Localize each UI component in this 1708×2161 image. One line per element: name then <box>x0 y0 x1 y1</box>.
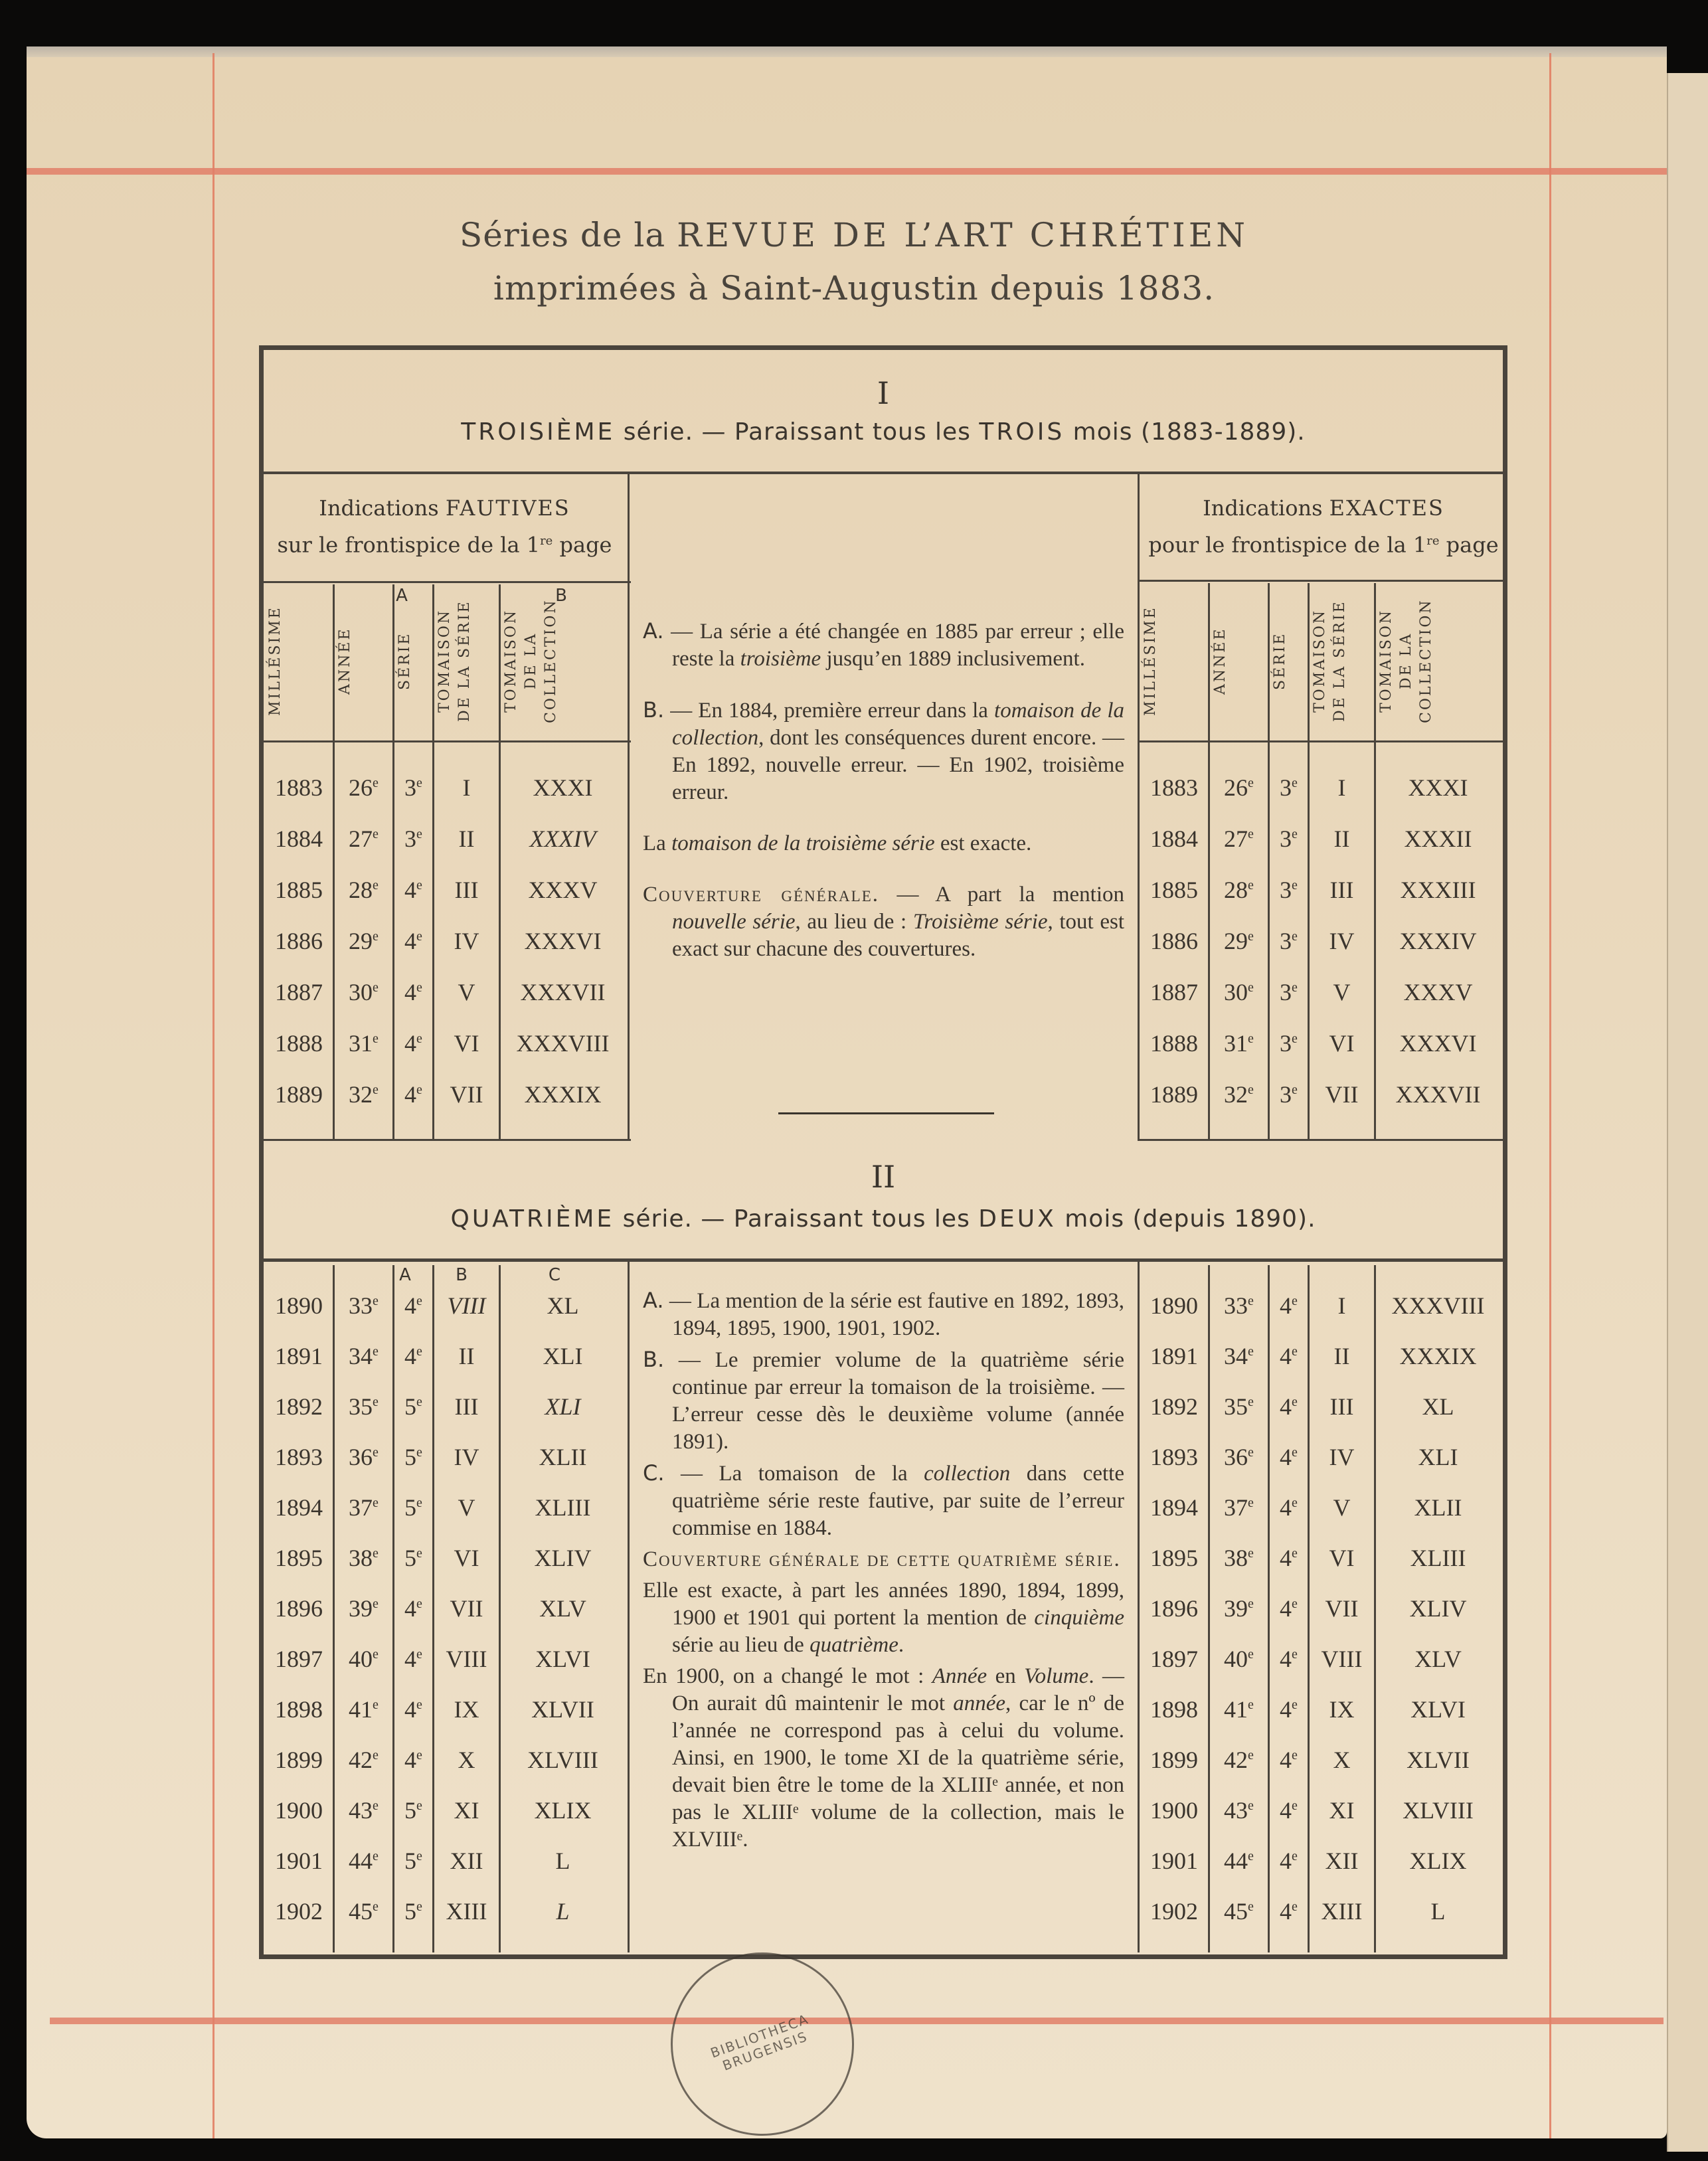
column-divider <box>1138 1262 1140 1952</box>
annee-cell: 29e <box>1224 928 1254 954</box>
year-cell: 1884 <box>275 825 323 852</box>
annee-cell: 35e <box>1224 1393 1254 1420</box>
annee-cell: 39e <box>349 1595 379 1622</box>
tomaison-collection-cell: XXXVIII <box>1391 1292 1485 1319</box>
tomaison-collection-cell: XLVI <box>535 1646 590 1672</box>
note-c: C. — La tomaison de la collection dans cette quatrième série reste fautive, par suite de l’erreur commise en 1884. <box>643 1460 1125 1540</box>
tomaison-collection-cell: XLVII <box>1407 1747 1470 1773</box>
serie-cell: 5e <box>404 1545 422 1571</box>
tomaison-collection-cell: XLIII <box>535 1494 591 1521</box>
adjacent-page-edge <box>1667 73 1708 2152</box>
year-cell: 1899 <box>275 1747 323 1773</box>
year-cell: 1897 <box>275 1646 323 1672</box>
annee-cell: 33e <box>1224 1292 1254 1319</box>
annee-cell: 30e <box>1224 979 1254 1005</box>
year-cell: 1884 <box>1150 825 1198 852</box>
serie-cell: 4e <box>404 1292 422 1319</box>
tomaison-collection-cell: XLV <box>1414 1646 1462 1672</box>
column-header: MILLÉSIME <box>267 606 284 716</box>
tomaison-serie-cell: III <box>1329 877 1354 903</box>
tomaison-serie-cell: VIII <box>447 1292 486 1319</box>
tomaison-serie-cell: VI <box>1329 1545 1355 1571</box>
annee-cell: 34e <box>349 1343 379 1369</box>
tomaison-collection-cell: XXXVI <box>524 928 602 954</box>
annee-cell: 28e <box>349 877 379 903</box>
serie-cell: 4e <box>404 1646 422 1672</box>
annee-cell: 37e <box>349 1494 379 1521</box>
serie-cell: 3e <box>1280 877 1298 903</box>
column-header: ANNÉE <box>337 627 353 695</box>
annee-cell: 33e <box>349 1292 379 1319</box>
annee-cell: 26e <box>349 774 379 801</box>
subtitle-text: série. — Paraissant tous les <box>623 418 971 446</box>
serie-cell: 3e <box>1280 774 1298 801</box>
column-divider <box>1208 583 1210 1139</box>
tomaison-collection-cell: XLI <box>545 1393 581 1420</box>
tomaison-collection-cell: XLI <box>543 1343 583 1369</box>
annee-cell: 28e <box>1224 877 1254 903</box>
serie-cell: 3e <box>1280 1030 1298 1057</box>
tomaison-collection-cell: L <box>556 1898 570 1925</box>
tomaison-serie-cell: VIII <box>1321 1646 1363 1672</box>
column-header: ANNÉE <box>1212 627 1229 695</box>
serie-cell: 4e <box>1280 1747 1298 1773</box>
year-cell: 1902 <box>1150 1898 1198 1925</box>
serie-cell: 3e <box>1280 928 1298 954</box>
serie-cell: 4e <box>404 1343 422 1369</box>
annee-cell: 34e <box>1224 1343 1254 1369</box>
fautives-header: Indications FAUTIVES sur le frontispice de la 1re page <box>277 495 612 558</box>
year-cell: 1883 <box>275 774 323 801</box>
tomaison-serie-cell: IV <box>454 1444 479 1470</box>
divider <box>262 1139 631 1141</box>
tomaison-serie-cell: IV <box>1329 1444 1355 1470</box>
tomaison-serie-cell: XI <box>1329 1797 1355 1824</box>
frequency: TROIS <box>979 418 1065 446</box>
column-divider <box>1268 1265 1270 1952</box>
divider <box>262 581 631 583</box>
annee-cell: 35e <box>349 1393 379 1420</box>
serie-cell: 5e <box>404 1393 422 1420</box>
year-cell: 1895 <box>1150 1545 1198 1571</box>
annee-cell: 32e <box>349 1081 379 1108</box>
serie-cell: 4e <box>1280 1343 1298 1369</box>
year-cell: 1886 <box>275 928 323 954</box>
serie-cell: 5e <box>404 1494 422 1521</box>
year-cell: 1893 <box>275 1444 323 1470</box>
column-divider <box>1374 583 1376 1139</box>
tomaison-collection-cell: XL <box>1422 1393 1454 1420</box>
separator-rule <box>778 1112 994 1114</box>
annee-cell: 27e <box>1224 825 1254 852</box>
tomaison-collection-cell: XLIII <box>1410 1545 1466 1571</box>
tomaison-collection-cell: XXXIII <box>1400 877 1476 903</box>
annee-cell: 27e <box>349 825 379 852</box>
annee-cell: 42e <box>349 1747 379 1773</box>
column-divider <box>432 1265 434 1952</box>
tomaison-collection-cell: XLVII <box>531 1696 594 1723</box>
serie-cell: 4e <box>1280 1696 1298 1723</box>
serie-cell: 3e <box>1280 825 1298 852</box>
tomaison-serie-cell: VIII <box>446 1646 487 1672</box>
serie-cell: 4e <box>1280 1595 1298 1622</box>
margin-rule-bottom <box>50 2018 1664 2024</box>
tomaison-collection-cell: XXXV <box>1403 979 1473 1005</box>
serie-cell: 4e <box>404 877 422 903</box>
year-cell: 1902 <box>275 1898 323 1925</box>
note-tomaison: La tomaison de la troisième série est exacte. <box>643 831 1032 855</box>
tomaison-collection-cell: XLVIII <box>527 1747 598 1773</box>
year-cell: 1883 <box>1150 774 1198 801</box>
stamp-text: BIBLIOTHECA BRUGENSIS <box>708 2010 811 2074</box>
title-prefix: Séries de la <box>460 216 666 254</box>
column-divider <box>392 584 394 1139</box>
year-cell: 1890 <box>1150 1292 1198 1319</box>
serie-cell: 5e <box>404 1848 422 1874</box>
subtitle-end: mois (depuis 1890). <box>1065 1205 1316 1233</box>
column-divider <box>1374 1265 1376 1952</box>
tomaison-serie-cell: XIII <box>1321 1898 1363 1925</box>
note-marker-a: A <box>399 1265 411 1285</box>
tomaison-serie-cell: VI <box>454 1030 479 1057</box>
year-cell: 1896 <box>1150 1595 1198 1622</box>
tomaison-collection-cell: XXXI <box>1408 774 1468 801</box>
annee-cell: 43e <box>1224 1797 1254 1824</box>
library-stamp <box>671 1952 854 2136</box>
year-cell: 1899 <box>1150 1747 1198 1773</box>
column-divider <box>1308 1265 1310 1952</box>
column-header: TOMAISON DE LA COLLECTION <box>503 598 559 723</box>
column-divider <box>1138 473 1140 1140</box>
serie-cell: 3e <box>404 825 422 852</box>
serie-cell: 4e <box>1280 1494 1298 1521</box>
tomaison-collection-cell: XLI <box>1418 1444 1458 1470</box>
annee-cell: 36e <box>1224 1444 1254 1470</box>
margin-rule-left <box>213 53 214 2138</box>
serie-cell: 4e <box>1280 1797 1298 1824</box>
tomaison-collection-cell: XLII <box>539 1444 587 1470</box>
year-cell: 1893 <box>1150 1444 1198 1470</box>
column-divider <box>499 1265 501 1952</box>
tomaison-collection-cell: XXXIV <box>1399 928 1477 954</box>
tomaison-collection-cell: XLV <box>539 1595 586 1622</box>
tomaison-serie-cell: III <box>454 877 479 903</box>
tomaison-collection-cell: XLII <box>1414 1494 1462 1521</box>
serie-cell: 5e <box>404 1898 422 1925</box>
annee-cell: 37e <box>1224 1494 1254 1521</box>
year-cell: 1887 <box>275 979 323 1005</box>
column-divider <box>1268 583 1270 1139</box>
tomaison-serie-cell: II <box>1333 1343 1350 1369</box>
year-cell: 1901 <box>1150 1848 1198 1874</box>
tomaison-collection-cell: XXXIV <box>529 825 596 852</box>
tomaison-collection-cell: XXXVI <box>1399 1030 1477 1057</box>
annee-cell: 44e <box>349 1848 379 1874</box>
year-cell: 1888 <box>1150 1030 1198 1057</box>
divider <box>262 740 631 742</box>
column-header: TOMAISON DE LA COLLECTION <box>1378 598 1434 723</box>
serie-cell: 5e <box>404 1444 422 1470</box>
serie-cell: 4e <box>404 1030 422 1057</box>
note-marker-b: B <box>456 1265 468 1285</box>
title-journal-name: REVUE DE L’ART CHRÉTIEN <box>677 216 1248 254</box>
note-b: B. — Le premier volume de la quatrième série continue par erreur la tomaison de la troisième. — L’erreur cesse dès le deuxième volume (année 1891). <box>643 1347 1125 1454</box>
column-header: MILLÉSIME <box>1142 606 1159 716</box>
note-marker-c: C <box>548 1265 561 1285</box>
tomaison-serie-cell: II <box>458 825 475 852</box>
frequency: DEUX <box>978 1205 1057 1233</box>
tomaison-serie-cell: VI <box>1329 1030 1355 1057</box>
column-divider <box>392 1265 394 1952</box>
column-header: SÉRIE <box>1272 632 1288 690</box>
tomaison-serie-cell: VII <box>1325 1595 1359 1622</box>
page-top-edge <box>27 46 1667 57</box>
tomaison-serie-cell: II <box>458 1343 475 1369</box>
serie-cell: 5e <box>404 1797 422 1824</box>
year-cell: 1891 <box>1150 1343 1198 1369</box>
year-cell: 1888 <box>275 1030 323 1057</box>
divider <box>1138 740 1504 742</box>
tomaison-collection-cell: L <box>1430 1898 1446 1925</box>
serie-cell: 4e <box>404 928 422 954</box>
divider <box>1138 1139 1504 1141</box>
tomaison-serie-cell: X <box>458 1747 475 1773</box>
tomaison-collection-cell: XXXVII <box>1395 1081 1481 1108</box>
tomaison-collection-cell: XXXVII <box>520 979 606 1005</box>
serie-cell: 4e <box>404 1595 422 1622</box>
exactes-header: Indications EXACTES pour le frontispice de la 1re page <box>1148 495 1499 558</box>
tomaison-serie-cell: I <box>462 774 471 801</box>
serie-cell: 4e <box>1280 1444 1298 1470</box>
tomaison-serie-cell: IV <box>454 928 479 954</box>
note-exact: Elle est exacte, à part les années 1890, 1894, 1899, 1900 et 1901 qui portent la mention de cinquième série au lieu de quatrième. <box>643 1579 1124 1657</box>
annee-cell: 38e <box>1224 1545 1254 1571</box>
year-cell: 1892 <box>1150 1393 1198 1420</box>
tomaison-serie-cell: XII <box>1325 1848 1359 1874</box>
serie-cell: 3e <box>1280 1081 1298 1108</box>
column-divider <box>1208 1265 1210 1952</box>
note-a: A. — La série a été changée en 1885 par erreur ; elle reste la troisième jusqu’en 1889 inclusivement. <box>643 618 1125 671</box>
annee-cell: 30e <box>349 979 379 1005</box>
column-header: SÉRIE <box>396 632 413 690</box>
year-cell: 1900 <box>275 1797 323 1824</box>
year-cell: 1900 <box>1150 1797 1198 1824</box>
column-divider <box>1308 583 1310 1139</box>
section1-number: I <box>877 375 890 411</box>
tomaison-collection-cell: XXXIX <box>524 1081 602 1108</box>
annee-cell: 29e <box>349 928 379 954</box>
year-cell: 1885 <box>1150 877 1198 903</box>
year-cell: 1894 <box>1150 1494 1198 1521</box>
divider <box>262 1258 1504 1262</box>
tomaison-serie-cell: XI <box>454 1797 479 1824</box>
tomaison-serie-cell: IV <box>1329 928 1355 954</box>
annee-cell: 40e <box>1224 1646 1254 1672</box>
column-header: TOMAISON DE LA SÉRIE <box>436 600 473 722</box>
page-title-line2: imprimées à Saint-Augustin depuis 1883. <box>493 269 1215 307</box>
note-b: B. — En 1884, première erreur dans la tomaison de la collection, dont les conséquences durent encore. — En 1892, nouvelle erreur. — En 1902, troisième erreur. <box>643 697 1125 804</box>
series-name: QUATRIÈME <box>450 1205 615 1233</box>
tomaison-collection-cell: XXXV <box>528 877 598 903</box>
column-divider <box>432 584 434 1139</box>
tomaison-serie-cell: V <box>1333 1494 1351 1521</box>
tomaison-serie-cell: V <box>458 979 475 1005</box>
serie-cell: 4e <box>404 1747 422 1773</box>
tomaison-collection-cell: XLVIII <box>1403 1797 1474 1824</box>
subtitle-end: mois (1883-1889). <box>1072 418 1306 446</box>
tomaison-serie-cell: VII <box>450 1595 483 1622</box>
tomaison-serie-cell: I <box>1337 774 1346 801</box>
note-couverture: Couverture générale de cette quatrième série. <box>643 1547 1121 1571</box>
annee-cell: 32e <box>1224 1081 1254 1108</box>
note-a: A. — La mention de la série est fautive en 1892, 1893, 1894, 1895, 1900, 1901, 1902. <box>643 1288 1125 1340</box>
section2-subtitle <box>259 1205 1507 1233</box>
serie-cell: 4e <box>1280 1393 1298 1420</box>
year-cell: 1891 <box>275 1343 323 1369</box>
margin-rule-right <box>1549 53 1551 2138</box>
annee-cell: 45e <box>349 1898 379 1925</box>
tomaison-collection-cell: XLVI <box>1410 1696 1466 1723</box>
year-cell: 1890 <box>275 1292 323 1319</box>
column-header: TOMAISON DE LA SÉRIE <box>1312 600 1348 722</box>
year-cell: 1885 <box>275 877 323 903</box>
tomaison-collection-cell: XXXI <box>533 774 593 801</box>
year-cell: 1901 <box>275 1848 323 1874</box>
year-cell: 1887 <box>1150 979 1198 1005</box>
year-cell: 1897 <box>1150 1646 1198 1672</box>
tomaison-serie-cell: V <box>1333 979 1351 1005</box>
tomaison-serie-cell: XII <box>450 1848 483 1874</box>
tomaison-collection-cell: XXXVIII <box>516 1030 610 1057</box>
column-divider <box>628 473 630 1140</box>
year-cell: 1895 <box>275 1545 323 1571</box>
divider <box>262 472 1504 474</box>
annee-cell: 41e <box>349 1696 379 1723</box>
annee-cell: 36e <box>349 1444 379 1470</box>
year-cell: 1896 <box>275 1595 323 1622</box>
tomaison-collection-cell: XLIV <box>534 1545 592 1571</box>
serie-cell: 3e <box>1280 979 1298 1005</box>
column-divider <box>333 584 335 1139</box>
tomaison-serie-cell: II <box>1333 825 1350 852</box>
page-title-line1 <box>0 216 1708 254</box>
serie-cell: 4e <box>404 979 422 1005</box>
section1-notes <box>643 618 1124 979</box>
tomaison-serie-cell: XIII <box>446 1898 487 1925</box>
annee-cell: 41e <box>1224 1696 1254 1723</box>
section2-notes <box>643 1287 1124 1858</box>
tomaison-collection-cell: XXXII <box>1404 825 1472 852</box>
tomaison-serie-cell: VII <box>450 1081 483 1108</box>
year-cell: 1886 <box>1150 928 1198 954</box>
tomaison-collection-cell: XL <box>547 1292 579 1319</box>
year-cell: 1898 <box>275 1696 323 1723</box>
note-couverture: Couverture générale. — A part la mention nouvelle série, au lieu de : Troisième série, tout est exact sur chacune des couvertures. <box>643 883 1124 961</box>
tomaison-serie-cell: V <box>458 1494 475 1521</box>
column-divider <box>333 1265 335 1952</box>
divider <box>1138 580 1504 582</box>
serie-cell: 4e <box>1280 1292 1298 1319</box>
note-marker-b: B <box>555 586 567 606</box>
annee-cell: 39e <box>1224 1595 1254 1622</box>
serie-cell: 4e <box>1280 1646 1298 1672</box>
note-marker-a: A <box>396 586 408 606</box>
tomaison-collection-cell: XXXIX <box>1399 1343 1477 1369</box>
tomaison-serie-cell: III <box>1329 1393 1354 1420</box>
annee-cell: 43e <box>349 1797 379 1824</box>
year-cell: 1894 <box>275 1494 323 1521</box>
subtitle-text: série. — Paraissant tous les <box>622 1205 970 1233</box>
tomaison-serie-cell: VII <box>1325 1081 1359 1108</box>
serie-cell: 4e <box>1280 1545 1298 1571</box>
section2-number: II <box>871 1159 896 1195</box>
tomaison-serie-cell: IX <box>454 1696 479 1723</box>
year-cell: 1889 <box>1150 1081 1198 1108</box>
tomaison-collection-cell: L <box>555 1848 570 1874</box>
column-divider <box>628 1262 630 1952</box>
annee-cell: 31e <box>349 1030 379 1057</box>
section1-subtitle <box>259 418 1507 446</box>
annee-cell: 26e <box>1224 774 1254 801</box>
tomaison-serie-cell: I <box>1337 1292 1346 1319</box>
serie-cell: 4e <box>404 1696 422 1723</box>
tomaison-collection-cell: XLIX <box>534 1797 592 1824</box>
tomaison-serie-cell: VI <box>454 1545 479 1571</box>
serie-cell: 4e <box>404 1081 422 1108</box>
margin-rule-top <box>27 168 1667 175</box>
tomaison-serie-cell: III <box>454 1393 479 1420</box>
tomaison-serie-cell: IX <box>1329 1696 1355 1723</box>
annee-cell: 45e <box>1224 1898 1254 1925</box>
year-cell: 1892 <box>275 1393 323 1420</box>
year-cell: 1898 <box>1150 1696 1198 1723</box>
serie-cell: 4e <box>1280 1898 1298 1925</box>
tomaison-collection-cell: XLIX <box>1409 1848 1467 1874</box>
serie-cell: 4e <box>1280 1848 1298 1874</box>
annee-cell: 38e <box>349 1545 379 1571</box>
note-annee-volume: En 1900, on a changé le mot : Année en Volume. — On aurait dû maintenir le mot année, car le nº de l’année ne correspond pas à celui du volume. Ainsi, en 1900, le tome XI de la quatrième série, devait bien être le tome de la XLIIIᵉ année, et non pas le XLIIIᵉ volume de la collection, mais le XLVIIIᵉ. <box>643 1664 1125 1852</box>
annee-cell: 31e <box>1224 1030 1254 1057</box>
tomaison-collection-cell: XLIV <box>1409 1595 1467 1622</box>
annee-cell: 44e <box>1224 1848 1254 1874</box>
year-cell: 1889 <box>275 1081 323 1108</box>
annee-cell: 42e <box>1224 1747 1254 1773</box>
tomaison-serie-cell: X <box>1333 1747 1351 1773</box>
series-name: TROISIÈME <box>461 418 616 446</box>
annee-cell: 40e <box>349 1646 379 1672</box>
serie-cell: 3e <box>404 774 422 801</box>
column-divider <box>499 584 501 1139</box>
